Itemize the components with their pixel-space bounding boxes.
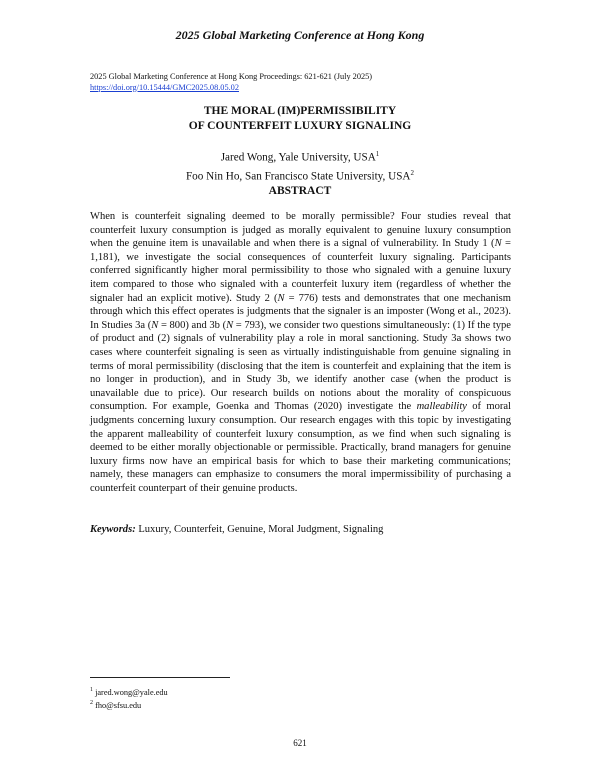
footnote-2: [90, 698, 168, 711]
keywords-label: Keywords:: [90, 524, 136, 535]
abstract-text-4: = 800) and 3b (: [158, 319, 227, 331]
proceedings-citation: 2025 Global Marketing Conference at Hong Kong Proceedings: 621-621 (July 2025): [90, 72, 373, 81]
abstract-emphasis: malleability: [416, 401, 467, 413]
running-header: 2025 Global Marketing Conference at Hong Kong: [175, 28, 425, 42]
author-2: [0, 166, 600, 185]
paper-title: [0, 104, 600, 134]
abstract-text-1: When is counterfeit signaling deemed to be morally permissible? Four studies reveal that counterfeit luxury consumption is judged as morally equivalent to genuine luxury consumption when the genuine item is unavailable and when there is a signal of vulnerability. In Study 1 (: [90, 211, 511, 250]
footnote-1-mark: 1: [90, 687, 93, 693]
abstract-n-1: N: [494, 238, 502, 250]
author-1: [0, 147, 600, 166]
keywords-list: Luxury, Counterfeit, Genuine, Moral Judgment, Signaling: [135, 524, 384, 535]
author-2-affiliation: Foo Nin Ho, San Francisco State University, USA: [185, 170, 411, 183]
author-list: [0, 147, 600, 184]
keywords: [90, 524, 511, 535]
footnote-divider: [90, 677, 230, 678]
abstract-n-3: N: [151, 319, 159, 331]
abstract-text-2: = 1,181), we investigate the social consequences of counterfeit luxury signaling. Participants conferred significantly higher moral permissibility to those who signaled with a genuine luxury item compared to those who signaled with a counterfeit luxury item (regardless of whether the signaler had an explicit motive). Study 2 (: [90, 238, 511, 304]
title-line-1: THE MORAL (IM)PERMISSIBILITY: [203, 105, 397, 117]
footnote-1-email: jared.wong@yale.edu: [93, 687, 168, 697]
author-2-mark: 2: [410, 168, 415, 177]
footnote-2-email: fho@sfsu.edu: [93, 700, 142, 710]
abstract-text-5: = 793), we consider two questions simultaneously: (1) If the type of product and (2) signals of vulnerability play a role in moral sanctioning. Study 3a shows two cases where counterfeit signaling is seen as virtually indistinguishable from genuine signaling in terms of moral permissibility (disclosing that the item is counterfeit and explaining that the item is no longer in production), and in Study 3b, we identify another case (when the product is unavailable due to price). Our research builds on notions about the morality of conspicuous consumption. For example, Goenka and Thomas (2020) investigate the: [90, 319, 511, 413]
abstract-n-2: N: [277, 292, 285, 304]
abstract-text-6: of moral judgments concerning luxury consumption. Our research engages with this topic by investigating the apparent malleability of counterfeit luxury consumption, as we find when such signaling is deemed to be either morally objectionable or permissible. Practically, brand managers for genuine luxury firms now have an empirical basis for which to base their marketing communications; namely, these managers can emphasize to consumers the moral impermissibility of purchasing a counterfeit counterpart of their genuine products.: [90, 401, 511, 494]
abstract-heading: ABSTRACT: [268, 185, 332, 197]
footnote-1: [90, 685, 168, 698]
title-line-2: OF COUNTERFEIT LUXURY SIGNALING: [188, 120, 412, 132]
abstract-text-3: = 776) tests and demonstrates that one mechanism through which this effect operates is judgments that the signaler is an imposter (Wong et al., 2023). In Studies 3a (: [90, 292, 511, 331]
abstract-body: [90, 210, 511, 495]
footnote-2-mark: 2: [90, 699, 93, 706]
page-number: 621: [293, 738, 307, 748]
doi-link[interactable]: https://doi.org/10.15444/GMC2025.08.05.02: [90, 82, 239, 92]
footnotes: [90, 685, 168, 711]
abstract-n-4: N: [226, 319, 234, 331]
author-1-affiliation: Jared Wong, Yale University, USA: [220, 151, 376, 164]
proceedings-info: [90, 72, 372, 93]
author-1-mark: 1: [375, 150, 380, 158]
